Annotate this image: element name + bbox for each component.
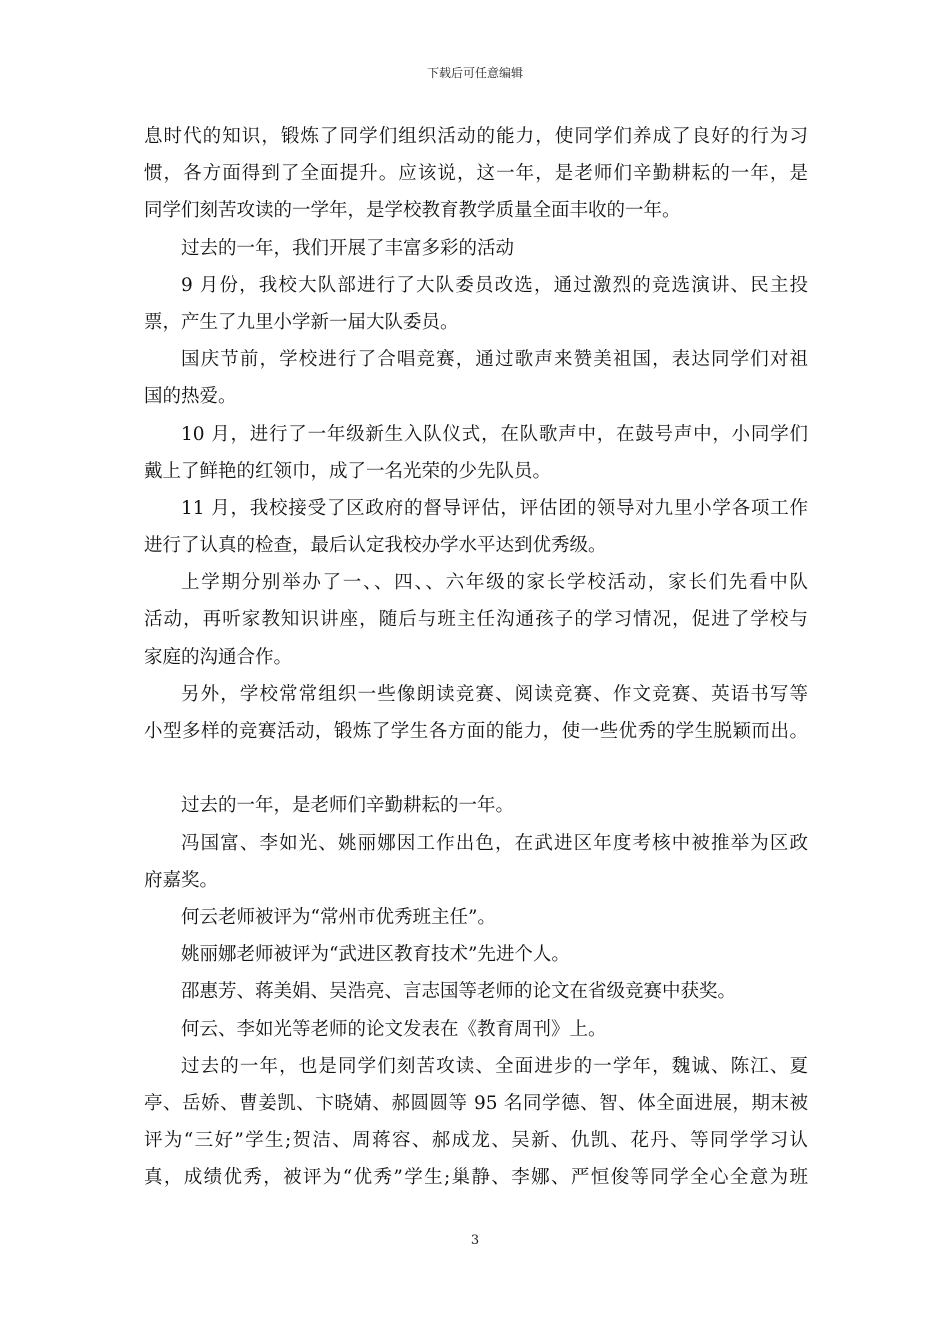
text-line: 进行了认真的检查，最后认定我校办学水平达到优秀级。	[144, 535, 607, 557]
text-line: 票，产生了九里小学新一届大队委员。	[144, 311, 459, 333]
text-line: 小型多样的竞赛活动，锻炼了学生各方面的能力，使一些优秀的学生脱颖而出。	[144, 721, 808, 742]
text-line: 评为“三好”学生;贺洁、周蒋容、郝成龙、吴新、仇凯、花丹、等同学学习认	[144, 1130, 808, 1152]
text-line: 邵惠芳、蒋美娟、吴浩亮、言志国等老师的论文在省级竞赛中获奖。	[181, 981, 737, 1003]
text-line: 何云、李如光等老师的论文发表在《教育周刊》上。	[181, 1018, 607, 1040]
text-line: 姚丽娜老师被评为“武进区教育技术”先进个人。	[181, 944, 570, 966]
text-line: 何云老师被评为“常州市优秀班主任”。	[181, 906, 496, 928]
text-line: 府嘉奖。	[144, 869, 219, 891]
text-line: 活动，再听家教知识讲座，随后与班主任沟通孩子的学习情况，促进了学校与	[144, 609, 808, 631]
text-line: 戴上了鲜艳的红领巾，成了一名光荣的少先队员。	[144, 460, 552, 482]
text-line: 11 月，我校接受了区政府的督导评估，评估团的领导对九里小学各项工作	[181, 497, 808, 519]
document-body	[144, 118, 808, 1196]
paragraph-gap	[144, 750, 808, 787]
text-line: 同学们刻苦攻读的一学年，是学校教育教学质量全面丰收的一年。	[144, 200, 681, 222]
text-line: 惯，各方面得到了全面提升。应该说，这一年，是老师们辛勤耕耘的一年，是	[144, 163, 808, 185]
text-line: 另外，学校常常组织一些像朗读竞赛、阅读竞赛、作文竞赛、英语书写等	[181, 683, 808, 705]
text-line: 家庭的沟通合作。	[144, 646, 293, 668]
text-line: 亭、岳娇、曹姜凯、卞晓婧、郝圆圆等 95 名同学德、智、体全面进展，期末被	[144, 1092, 808, 1114]
text-line: 息时代的知识，锻炼了同学们组织活动的能力，使同学们养成了良好的行为习	[144, 126, 808, 147]
text-line: 上学期分别举办了一、、四、、六年级的家长学校活动，家长们先看中队	[181, 572, 808, 594]
text-line: 过去的一年，也是同学们刻苦攻读、全面进步的一学年，魏诚、陈江、夏	[181, 1055, 808, 1077]
page-header: 下载后可任意编辑	[426, 66, 523, 80]
text-line: 国庆节前，学校进行了合唱竞赛，通过歌声来赞美祖国，表达同学们对祖	[181, 349, 808, 371]
text-line: 9 月份，我校大队部进行了大队委员改选，通过激烈的竞选演讲、民主投	[181, 274, 808, 296]
text-line: 过去的一年，我们开展了丰富多彩的活动	[181, 237, 515, 259]
page-number: 3	[470, 1233, 480, 1248]
text-line: 10 月，进行了一年级新生入队仪式，在队歌声中，在鼓号声中，小同学们	[181, 423, 808, 445]
text-line: 过去的一年，是老师们辛勤耕耘的一年。	[181, 795, 515, 817]
text-line: 冯国富、李如光、姚丽娜因工作出色，在武进区年度考核中被推举为区政	[181, 832, 808, 854]
text-line: 真，成绩优秀，被评为“优秀”学生;巢静、李娜、严恒俊等同学全心全意为班	[144, 1167, 808, 1189]
text-line: 国的热爱。	[144, 386, 237, 408]
